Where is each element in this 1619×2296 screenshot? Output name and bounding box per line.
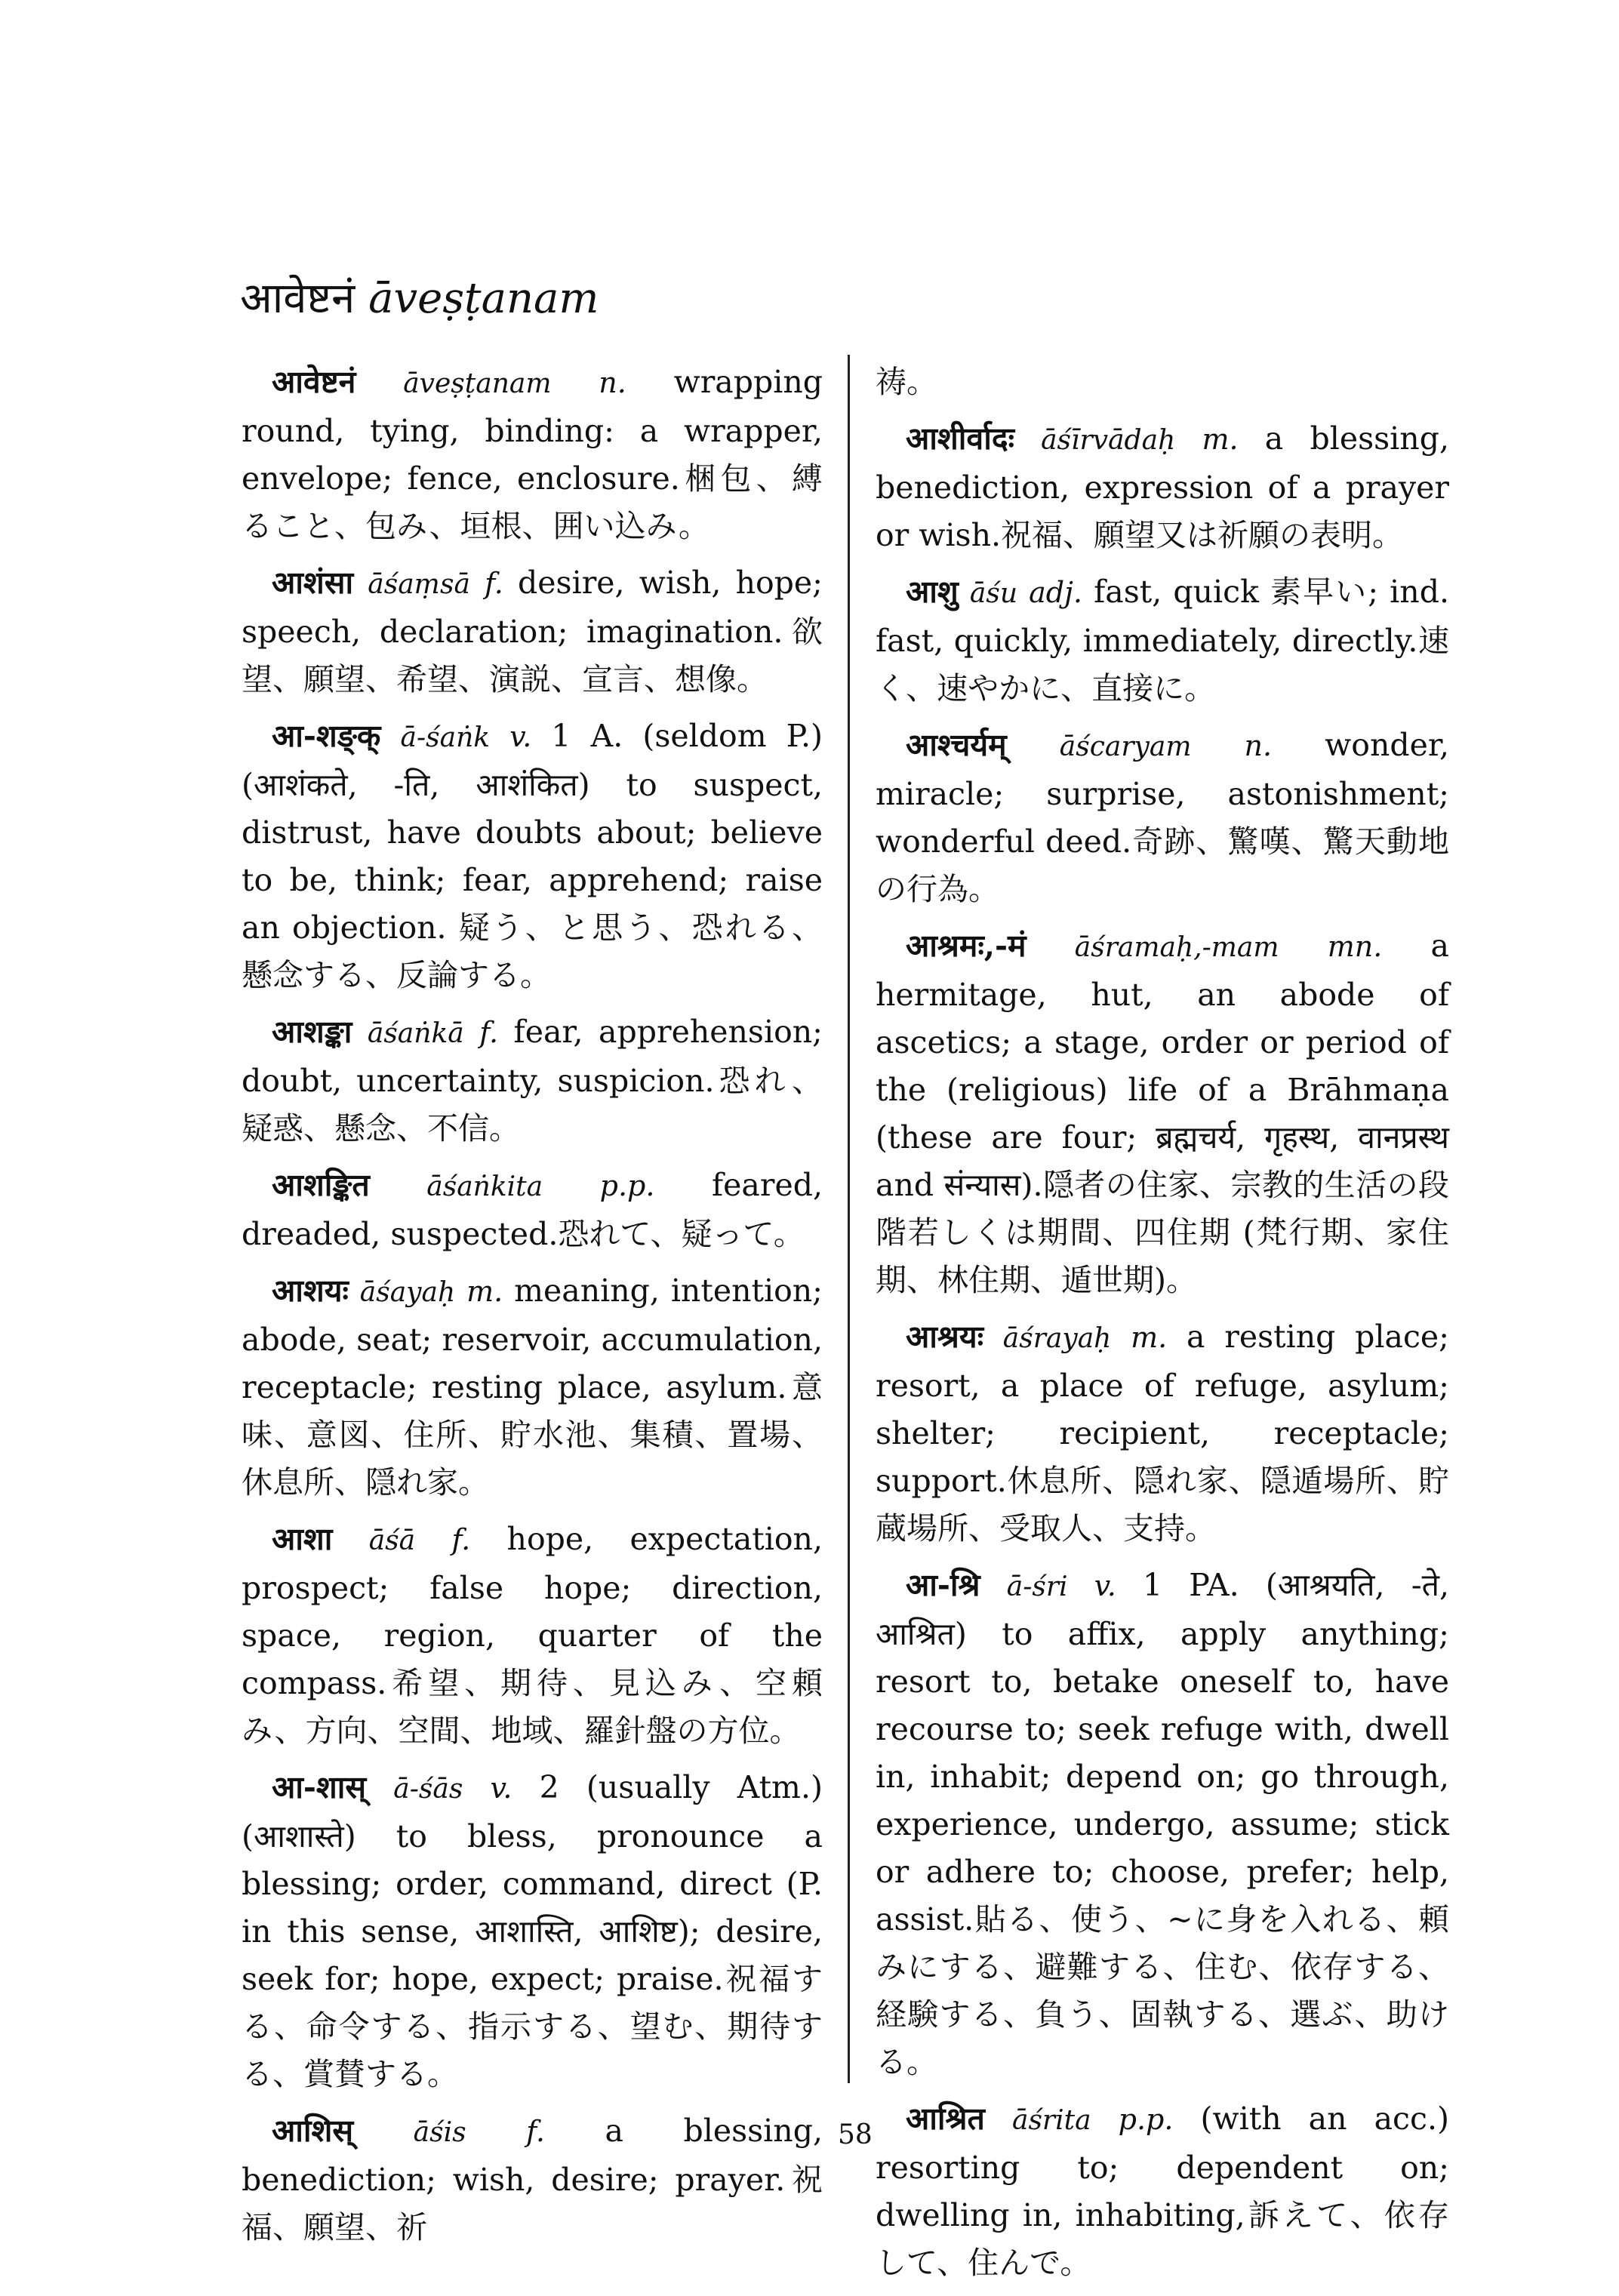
- entry-grammar: n.: [1244, 729, 1273, 762]
- entry-transliteration: āśu: [969, 578, 1018, 609]
- entry-transliteration: āśaṅkita: [426, 1171, 543, 1202]
- running-head-transliteration: āveṣṭanam: [368, 274, 599, 323]
- entry-definition: wrapping round, tying, binding: a wrapper, envelope; fence, enclosure.: [242, 364, 823, 497]
- entry-definition: (with an acc.) resorting to; dependent on; dwelling in, inhabiting,: [876, 2101, 1449, 2233]
- entry-definition: 1 PA. (आश्रयति, -ते, आश्रित) to affix, apply anything; resort to, betake oneself to, have recourse to; seek refuge with, dwell in, inhabit; depend on; go through, experience, undergo, assume; stick or adhere to; choose, prefer; help, assist.: [876, 1567, 1449, 1937]
- dictionary-entry: [242, 1008, 823, 1153]
- dictionary-entry: [876, 359, 1449, 406]
- dictionary-entry: [242, 2107, 823, 2251]
- dictionary-entry: [242, 359, 823, 550]
- dictionary-entry: [242, 1162, 823, 1258]
- entry-transliteration: āśayaḥ: [359, 1277, 456, 1308]
- entry-grammar: f.: [479, 1016, 499, 1049]
- entry-definition: fear, apprehension; doubt, uncertainty, suspicion.: [242, 1014, 823, 1099]
- entry-headword: आश्रयः: [906, 1319, 983, 1355]
- entry-japanese: 隠者の住家、宗教的生活の段階若しくは期間、四住期 (梵行期、家住期、林住期、遁世期)。: [876, 1167, 1449, 1298]
- entry-definition: desire, wish, hope; speech, declaration; imagination.: [242, 565, 823, 650]
- entry-transliteration: āśrita: [1011, 2105, 1091, 2136]
- entry-transliteration: ā-śaṅk: [400, 722, 491, 753]
- entry-definition: a blessing, benediction, expression of a prayer or wish.: [876, 420, 1449, 553]
- entry-grammar: adj.: [1029, 576, 1082, 609]
- entry-transliteration: āśrayaḥ: [1002, 1323, 1112, 1354]
- entry-japanese: 疑う、と思う、恐れる、懸念する、反論する。: [242, 909, 823, 993]
- entry-headword: आशु: [906, 574, 959, 610]
- entry-transliteration: āśaṅkā: [367, 1018, 464, 1049]
- dictionary-entry: [242, 712, 823, 999]
- column-divider: [848, 355, 850, 2083]
- entry-headword: आशयः: [272, 1273, 349, 1309]
- dictionary-entry: [876, 722, 1449, 913]
- entry-definition: a hermitage, hut, an abode of ascetics; a stage, order or period of the (religious) life of a Brāhmaṇa (these are four; ब्रह्मचर्य, गृहस्थ, वानप्रस्थ and संन्यास).: [876, 928, 1449, 1203]
- entry-grammar: f.: [451, 1523, 471, 1556]
- entry-japanese: 祝福、願望、祈: [242, 2162, 823, 2245]
- entry-japanese: 希望、期待、見込み、空頼み、方向、空間、地域、羅針盤の方位。: [242, 1665, 823, 1749]
- entry-definition: hope, expectation, prospect; false hope; direction, space, region, quarter of the compass.: [242, 1521, 823, 1701]
- entry-headword: आश्रमः,-मं: [906, 928, 1026, 964]
- entry-grammar: m.: [1131, 1321, 1168, 1354]
- entry-transliteration: ā-śās: [393, 1774, 463, 1805]
- entry-japanese: 祝福する、命令する、指示する、望む、期待する、賞賛する。: [242, 1961, 823, 2092]
- entry-definition: 2 (usually Atm.) (आशास्ते) to bless, pronounce a blessing; order, command, direct (P. in this sense, आशास्ति, आशिष्ट); desire, seek for; hope, expect; praise.: [242, 1769, 823, 1997]
- entry-japanese: 貼る、使う、~に身を入れる、頼みにする、避難する、住む、依存する、経験する、負う、固執する、選ぶ、助ける。: [876, 1901, 1449, 2080]
- entry-headword: आशा: [272, 1521, 333, 1557]
- entry-definition: a blessing, benediction; wish, desire; prayer.: [242, 2113, 823, 2198]
- entry-definition: feared, dreaded, suspected.: [242, 1167, 823, 1252]
- entry-definition: meaning, intention; abode, seat; reservoir, accumulation, receptacle; resting place, asylum.: [242, 1273, 823, 1405]
- entry-grammar: p.p.: [1118, 2103, 1174, 2136]
- entry-definition: wonder, miracle; surprise, astonishment; wonderful deed.: [876, 727, 1449, 860]
- running-head-devanagari: आवेष्टनं: [240, 274, 356, 323]
- running-head: [240, 274, 599, 323]
- dictionary-entry: [242, 1267, 823, 1507]
- entry-grammar: v.: [1094, 1569, 1116, 1602]
- left-column: [242, 359, 823, 2261]
- dictionary-entry: [876, 922, 1449, 1304]
- dictionary-entry: [876, 568, 1449, 712]
- entry-japanese: 訴えて、依存して、住んで。: [876, 2197, 1449, 2281]
- entry-headword: आश्चर्यम्: [906, 727, 1007, 763]
- entry-continuation: 祷。: [876, 364, 937, 400]
- entry-transliteration: āścaryam: [1059, 731, 1192, 762]
- entry-transliteration: āśaṃsā: [368, 569, 470, 600]
- entry-japanese: 奇跡、驚嘆、驚天動地の行為。: [876, 823, 1449, 907]
- dictionary-entry: [876, 1562, 1449, 2086]
- entry-transliteration: ā-śri: [1006, 1571, 1068, 1602]
- entry-definition: 1 A. (seldom P.) (आशंकते, -ति, आशंकित) to suspect, distrust, have doubts about; believe to be, think; fear, apprehend; raise an objection.: [242, 718, 823, 946]
- entry-grammar: v.: [509, 720, 532, 753]
- entry-headword: आ-शास्: [272, 1769, 367, 1805]
- entry-japanese: 速く、速やかに、直接に。: [876, 623, 1449, 706]
- entry-headword: आवेष्टनं: [272, 364, 356, 400]
- entry-grammar: f.: [485, 567, 503, 600]
- dictionary-entry: [242, 559, 823, 703]
- entry-japanese: 休息所、隠れ家、隠遁場所、貯蔵場所、受取人、支持。: [876, 1463, 1449, 1547]
- entry-headword: आशिस्: [272, 2113, 354, 2149]
- entry-transliteration: āśā: [368, 1525, 416, 1556]
- dictionary-entry: [242, 1516, 823, 1755]
- entry-japanese: 意味、意図、住所、貯水池、集積、置場、休息所、隠れ家。: [242, 1369, 823, 1500]
- entry-headword: आ-श्रि: [906, 1567, 980, 1603]
- entry-japanese: 恐れ、疑惑、懸念、不信。: [242, 1063, 823, 1146]
- entry-grammar: p.p.: [599, 1169, 655, 1202]
- entry-transliteration: āśramaḥ,-mam: [1074, 932, 1279, 963]
- right-column: [876, 359, 1449, 2296]
- entry-japanese: 梱包、縛ること、包み、垣根、囲い込み。: [242, 460, 823, 544]
- page-number: 58: [838, 2119, 873, 2150]
- entry-transliteration: āśīrvādaḥ: [1041, 425, 1176, 456]
- entry-transliteration: āveṣṭanam: [403, 368, 552, 399]
- entry-headword: आ-शङ्क्: [272, 718, 381, 754]
- entry-japanese: 欲望、願望、希望、演説、宣言、想像。: [242, 614, 823, 697]
- dictionary-entry: [876, 415, 1449, 559]
- entry-headword: आश्रित: [906, 2101, 985, 2137]
- entry-headword: आशंसा: [272, 565, 354, 601]
- dictionary-entry: [876, 2095, 1449, 2287]
- entry-japanese: 恐れて、疑って。: [558, 1216, 805, 1252]
- entry-definition: a resting place; resort, a place of refuge, asylum; shelter; recipient, receptacle; support.: [876, 1319, 1449, 1499]
- entry-transliteration: āśis: [413, 2117, 466, 2148]
- entry-grammar: f.: [526, 2115, 545, 2148]
- entry-definition: fast, quick 素早い; ind. fast, quickly, immediately, directly.: [876, 574, 1449, 659]
- entry-grammar: n.: [599, 366, 626, 399]
- dictionary-entry: [242, 1764, 823, 2098]
- entry-headword: आशङ्कित: [272, 1167, 370, 1203]
- entry-grammar: mn.: [1327, 930, 1383, 963]
- entry-grammar: m.: [466, 1275, 503, 1308]
- entry-japanese: 祝福、願望又は祈願の表明。: [1001, 517, 1404, 553]
- entry-headword: आशङ्का: [272, 1014, 352, 1050]
- entry-headword: आशीर्वादः: [906, 420, 1014, 457]
- entry-grammar: v.: [490, 1771, 512, 1805]
- entry-grammar: m.: [1202, 423, 1239, 456]
- dictionary-entry: [876, 1313, 1449, 1553]
